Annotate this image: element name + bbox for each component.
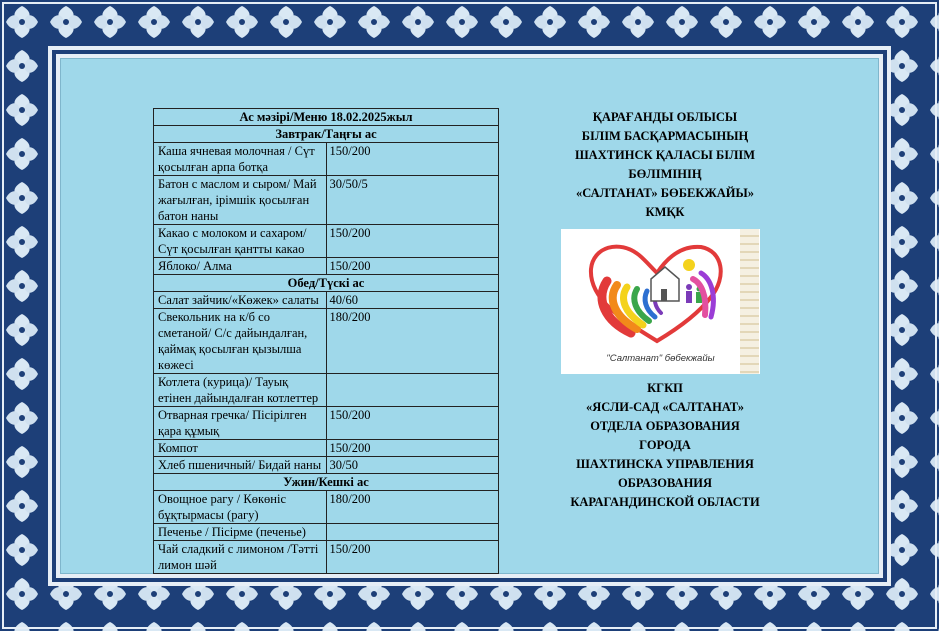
menu-item-row xyxy=(154,524,499,541)
kz-heading-line: «САЛТАНАТ» БӨБЕКЖАЙЫ» xyxy=(575,186,755,200)
dish-name: Каша ячневая молочная / Сүт қосылған арпа ботқа xyxy=(154,143,327,176)
dish-portion: 150/200 xyxy=(326,541,499,574)
menu-item-row xyxy=(154,176,499,225)
logo-ornament-strip xyxy=(740,229,759,374)
meal-section-row xyxy=(154,474,499,491)
dish-name: Печенье / Пісірме (печенье) xyxy=(154,524,327,541)
dish-portion: 30/50 xyxy=(326,457,499,474)
meal-section-row xyxy=(154,275,499,292)
dish-portion: 40/60 xyxy=(326,292,499,309)
ru-heading-line: ОТДЕЛА ОБРАЗОВАНИЯ xyxy=(590,419,740,433)
dish-name: Салат зайчик/«Көжек» салаты xyxy=(154,292,327,309)
dish-portion: 180/200 xyxy=(326,309,499,374)
kz-heading-line: ШАХТИНСК ҚАЛАСЫ БІЛІМ xyxy=(574,148,756,162)
dish-name: Яблоко/ Алма xyxy=(154,258,327,275)
menu-item-row xyxy=(154,225,499,258)
menu-item-row xyxy=(154,309,499,374)
menu-item-row xyxy=(154,407,499,440)
menu-item-row xyxy=(154,143,499,176)
dish-portion xyxy=(326,524,499,541)
menu-table xyxy=(153,108,499,574)
dish-name: Чай сладкий с лимоном /Тәтті лимон шәй xyxy=(154,541,327,574)
ru-heading-line: КАРАГАНДИНСКОЙ ОБЛАСТИ xyxy=(570,495,760,509)
heart-rainbow-logo-icon xyxy=(561,229,741,354)
menu-item-row xyxy=(154,541,499,574)
menu-title: Ас мәзірі/Меню 18.02.2025жыл xyxy=(154,109,499,126)
ru-heading-line: КГКП xyxy=(647,381,683,395)
dish-name: Овощное рагу / Көкөніс бұқтырмасы (рагу) xyxy=(154,491,327,524)
dish-portion: 150/200 xyxy=(326,258,499,275)
dish-portion: 150/200 xyxy=(326,225,499,258)
meal-section-row xyxy=(154,126,499,143)
menu-title-row xyxy=(154,109,499,126)
dish-name: Свекольник на к/б со сметаной/ С/с дайындалған, қаймақ қосылған қызылша көжесі xyxy=(154,309,327,374)
kindergarten-logo xyxy=(561,229,760,374)
menu-item-row xyxy=(154,491,499,524)
kz-heading-line: КМҚК xyxy=(645,205,685,219)
dish-name: Какао с молоком и сахаром/ Сүт қосылған қантты какао xyxy=(154,225,327,258)
dish-name: Батон с маслом и сыром/ Май жағылған, ірімшік қосылған батон наны xyxy=(154,176,327,225)
dish-portion: 180/200 xyxy=(326,491,499,524)
menu-item-row xyxy=(154,292,499,309)
kz-heading-line: ҚАРАҒАНДЫ ОБЛЫСЫ xyxy=(592,110,738,124)
menu-item-row xyxy=(154,440,499,457)
dish-portion: 150/200 xyxy=(326,143,499,176)
ru-heading-line: ОБРАЗОВАНИЯ xyxy=(617,476,713,490)
ru-heading-line: ШАХТИНСКА УПРАВЛЕНИЯ xyxy=(576,457,754,471)
kazakh-heading xyxy=(520,108,810,222)
dish-name: Котлета (курица)/ Тауық етінен дайындалған котлеттер xyxy=(154,374,327,407)
dish-name: Отварная гречка/ Пісірілген қара құмық xyxy=(154,407,327,440)
dish-name: Хлеб пшеничный/ Бидай наны xyxy=(154,457,327,474)
russian-heading xyxy=(520,379,810,512)
dish-name: Компот xyxy=(154,440,327,457)
ru-heading-line: «ЯСЛИ-САД «САЛТАНАТ» xyxy=(585,400,744,414)
menu-item-row xyxy=(154,374,499,407)
menu-item-row xyxy=(154,258,499,275)
ru-heading-line: ГОРОДА xyxy=(639,438,691,452)
kz-heading-line: БІЛІМ БАСҚАРМАСЫНЫҢ xyxy=(581,129,749,143)
dish-portion xyxy=(326,374,499,407)
meal-section-title: Обед/Түскі ас xyxy=(154,275,499,292)
dish-portion: 150/200 xyxy=(326,440,499,457)
meal-section-title: Ужин/Кешкі ас xyxy=(154,474,499,491)
dish-portion: 30/50/5 xyxy=(326,176,499,225)
logo-caption: "Салтанат" бөбекжайы xyxy=(606,353,715,364)
dish-portion: 150/200 xyxy=(326,407,499,440)
meal-section-title: Завтрак/Таңғы ас xyxy=(154,126,499,143)
kz-heading-line: БӨЛІМІНІҢ xyxy=(628,167,702,181)
menu-item-row xyxy=(154,457,499,474)
